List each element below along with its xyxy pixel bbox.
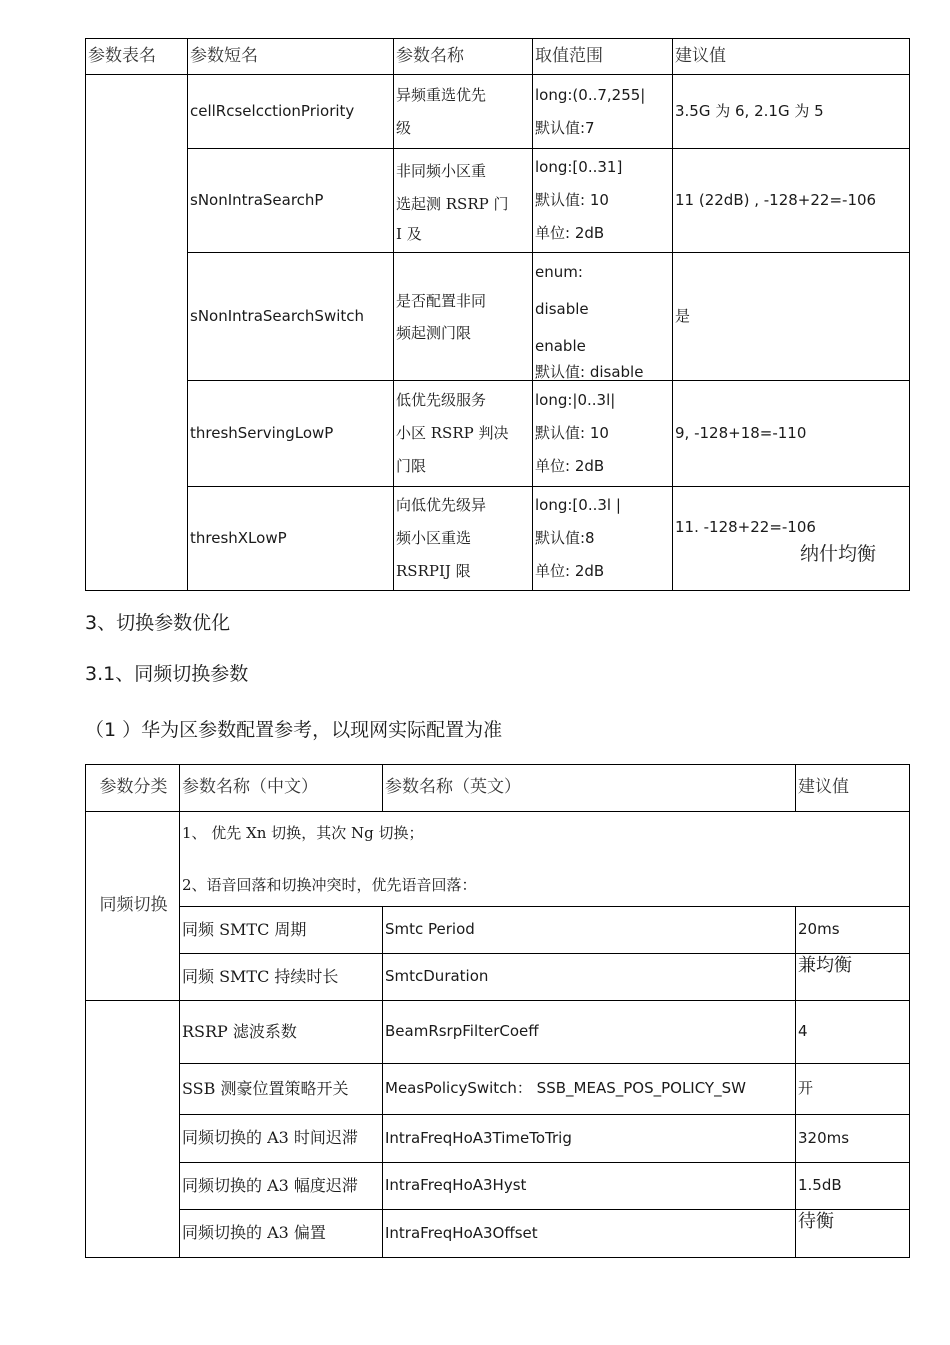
table-name-cell [86, 75, 188, 591]
notes-cell [180, 812, 910, 907]
en-name-cell: SmtcDuration [383, 954, 796, 1001]
param-name-line: 是否配置非同 [396, 291, 487, 310]
notes-row [86, 812, 910, 907]
param-name-cell [394, 75, 533, 149]
short-name-cell: sNonIntraSearchSwitch [188, 253, 394, 381]
range-line: long:(0..7,255| [535, 85, 646, 104]
en-name-cell: IntraFreqHoA3Hyst [383, 1163, 796, 1210]
stamp-text: 待衡 [798, 1211, 834, 1232]
value-cell: 4 [796, 1001, 910, 1064]
cn-name-cell: 同频切换的 A3 幅度迟滞 [180, 1163, 383, 1210]
short-name-cell: sNonIntraSearchP [188, 149, 394, 253]
header-cell: 参数名称 [394, 39, 533, 75]
table-row [86, 1163, 910, 1210]
en-name-cell: IntraFreqHoA3Offset [383, 1210, 796, 1258]
value-cell: 1.5dB [796, 1163, 910, 1210]
range-line: enum: [535, 263, 583, 281]
short-name-cell: threshXLowP [188, 487, 394, 591]
range-line: 默认值: 10 [535, 191, 609, 209]
range-line: 默认值: disable [535, 363, 644, 381]
table-header-row [86, 765, 910, 812]
range-line: 默认值:7 [535, 118, 595, 137]
param-name-line: 低优先级服务 [396, 391, 487, 409]
range-cell [533, 253, 673, 381]
group-label-cell: 同频切换 [86, 812, 180, 1001]
value-cell [796, 954, 910, 1001]
range-cell [533, 149, 673, 253]
range-line: long:[0..31] [535, 158, 623, 176]
param-name-line: 频起测门限 [396, 323, 472, 342]
param-name-line: I 及 [396, 224, 422, 243]
value-cell: 是 [673, 253, 910, 381]
header-cell: 参数短名 [188, 39, 394, 75]
range-line: enable [535, 337, 586, 355]
cn-name-cell: 同频切换的 A3 偏置 [180, 1210, 383, 1258]
range-line: 默认值:8 [535, 529, 595, 547]
param-name-cell [394, 487, 533, 591]
param-name-line: 级 [396, 118, 412, 137]
value-cell: 320ms [796, 1115, 910, 1163]
param-name-line: 小区 RSRP 判决 [396, 424, 509, 442]
range-line: 单位: 2dB [535, 562, 605, 580]
en-name-cell: Smtc Period [383, 907, 796, 954]
param-name-line: 异频重选优先 [396, 85, 487, 104]
range-line: 单位: 2dB [535, 224, 605, 242]
param-name-cell [394, 149, 533, 253]
cn-name-cell: 同频 SMTC 持续时长 [180, 954, 383, 1001]
param-name-line: RSRPIJ 限 [396, 562, 471, 580]
subsection-heading: 3.1、同频切换参数 [85, 663, 249, 685]
range-line: 单位: 2dB [535, 457, 605, 475]
table-row [86, 149, 910, 253]
value-cell: 11 (22dB) , -128+22=-106 [673, 149, 910, 253]
param-name-line: 频小区重选 [396, 529, 472, 547]
range-cell [533, 487, 673, 591]
note-heading: （1 ）华为区参数配置参考，以现网实际配置为准 [85, 719, 503, 741]
en-name-cell: BeamRsrpFilterCoeff [383, 1001, 796, 1064]
range-line: long:|0..3l| [535, 391, 616, 409]
table-row [86, 1064, 910, 1115]
table-row [86, 1115, 910, 1163]
range-line: long:[0..3l | [535, 496, 621, 514]
param-name-line: 向低优先级异 [396, 496, 487, 514]
table-row [86, 253, 910, 381]
header-cell: 建议值 [796, 765, 910, 812]
cn-name-cell: 同频 SMTC 周期 [180, 907, 383, 954]
table-row [86, 75, 910, 149]
cn-name-cell: 同频切换的 A3 时间迟滞 [180, 1115, 383, 1163]
param-name-cell [394, 381, 533, 487]
header-cell: 取值范围 [533, 39, 673, 75]
section-heading: 3、切换参数优化 [85, 612, 231, 634]
table-header-row [86, 39, 910, 75]
param-name-line: 非同频小区重 [396, 161, 487, 180]
note-line: 1、 优先 Xn 切换，其次 Ng 切换； [182, 824, 424, 842]
range-line: 默认值: 10 [535, 424, 609, 442]
range-line: disable [535, 300, 589, 318]
table-row [86, 1210, 910, 1258]
stamp-text: 纳什均衡 [800, 543, 877, 565]
value-cell: 3.5G 为 6, 2.1G 为 5 [673, 75, 910, 149]
param-name-line: 选起测 RSRP 门 [396, 194, 509, 213]
header-cell: 参数名称（英文） [383, 765, 796, 812]
note-line: 2、语音回落和切换冲突时，优先语音回落： [182, 876, 477, 894]
header-cell: 参数分类 [86, 765, 180, 812]
value-cell: 开 [796, 1064, 910, 1115]
value-cell: 9, -128+18=-110 [673, 381, 910, 487]
cn-name-cell: RSRP 滤波系数 [180, 1001, 383, 1064]
header-cell: 参数表名 [86, 39, 188, 75]
en-name-cell: MeasPolicySwitch： SSB_MEAS_POS_POLICY_SW [383, 1064, 796, 1115]
table-row [86, 954, 910, 1001]
value-cell [796, 1210, 910, 1258]
group-label-cell [86, 1001, 180, 1258]
short-name-cell: threshServingLowP [188, 381, 394, 487]
value-cell: 20ms [796, 907, 910, 954]
value-cell: 11. -128+22=-106 [673, 487, 910, 591]
header-cell: 参数名称（中文） [180, 765, 383, 812]
table-row [86, 381, 910, 487]
short-name-cell: cellRcselcctionPriority [188, 75, 394, 149]
handover-params-table [85, 764, 910, 1258]
table-row [86, 907, 910, 954]
reselection-params-table [85, 38, 910, 591]
table-row [86, 1001, 910, 1064]
range-cell [533, 75, 673, 149]
param-name-line: 门限 [396, 457, 427, 475]
cn-name-cell: SSB 测豪位置策略开关 [180, 1064, 383, 1115]
range-cell [533, 381, 673, 487]
param-name-cell [394, 253, 533, 381]
header-cell: 建议值 [673, 39, 910, 75]
table-row [86, 487, 910, 591]
stamp-text: 兼均衡 [798, 955, 852, 976]
en-name-cell: IntraFreqHoA3TimeToTrig [383, 1115, 796, 1163]
